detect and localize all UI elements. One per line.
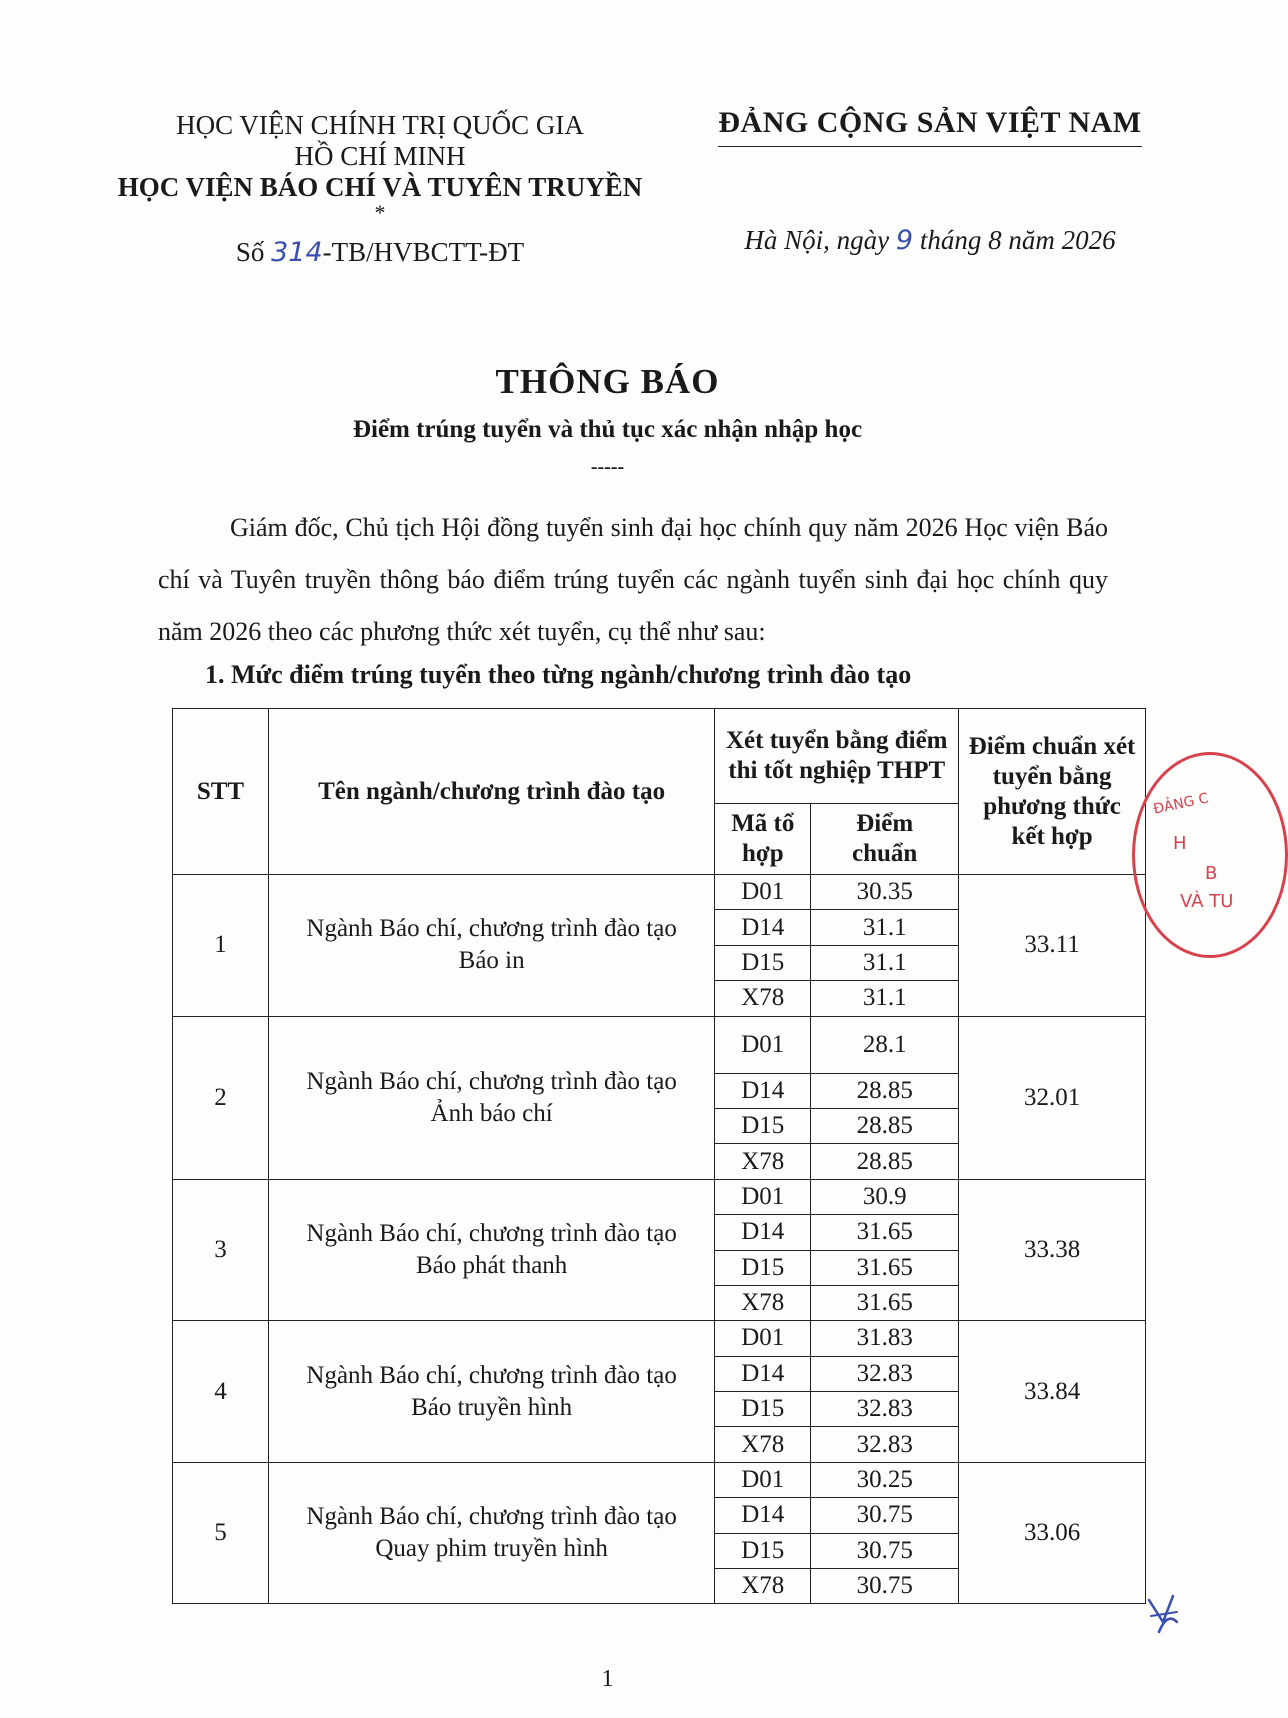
cell-cutoff-score: 30.75 (811, 1498, 959, 1533)
intro-paragraph: Giám đốc, Chủ tịch Hội đồng tuyển sinh đại học chính quy năm 2026 Học viện Báo chí và Tuyên truyền thông báo điểm trúng tuyển các ngành tuyển sinh đại học chính quy năm 2026 theo các phương thức xét tuyển, cụ thể như sau: (158, 513, 1108, 646)
issuer-line-3: HỌC VIỆN BÁO CHÍ VÀ TUYÊN TRUYỀN (117, 172, 643, 202)
seal-ring-text: ĐẢNG C (1151, 790, 1211, 818)
cell-cutoff-score: 31.65 (811, 1285, 959, 1320)
cell-stt: 4 (173, 1321, 269, 1463)
party-block (710, 106, 1150, 256)
cell-combined-score: 33.06 (959, 1462, 1146, 1604)
cell-program-name (268, 1179, 714, 1321)
cell-combo-code: X78 (715, 1569, 811, 1604)
issue-date-suffix: tháng 8 năm 2026 (913, 225, 1116, 255)
section-heading-1: 1. Mức điểm trúng tuyển theo từng ngành/chương trình đào tạo (205, 660, 912, 689)
issuer-star: * (374, 200, 386, 225)
cell-combo-code: D15 (715, 1108, 811, 1143)
header-combo-code: Mã tổ hợp (715, 804, 811, 875)
cell-combined-score: 33.84 (959, 1321, 1146, 1463)
admission-scores-table (172, 708, 1146, 1604)
cell-combo-code: D14 (715, 1073, 811, 1108)
cell-cutoff-score: 28.85 (811, 1073, 959, 1108)
program-name-line-1: Ngành Báo chí, chương trình đào tạo (306, 1361, 677, 1389)
issuer-line-1: HỌC VIỆN CHÍNH TRỊ QUỐC GIA (176, 110, 584, 140)
cell-combo-code: D01 (715, 875, 811, 910)
cell-combo-code: X78 (715, 981, 811, 1016)
table-row (173, 1321, 1146, 1356)
cell-cutoff-score: 28.85 (811, 1108, 959, 1143)
official-seal (1132, 752, 1288, 958)
cell-combo-code: X78 (715, 1285, 811, 1320)
issue-date-day: 9 (895, 225, 914, 256)
cell-combo-code: D01 (715, 1462, 811, 1497)
cell-cutoff-score: 28.85 (811, 1144, 959, 1179)
header-stt: STT (173, 709, 269, 875)
table-row (173, 1016, 1146, 1073)
cell-program-name (268, 1321, 714, 1463)
cell-cutoff-score: 30.75 (811, 1569, 959, 1604)
program-name-line-2: Báo phát thanh (415, 1252, 568, 1280)
cell-combo-code: D15 (715, 1392, 811, 1427)
title-separator: ----- (590, 456, 625, 478)
program-name-line-2: Báo truyền hình (411, 1393, 573, 1421)
cell-cutoff-score: 32.83 (811, 1356, 959, 1391)
page-number: 1 (601, 1666, 614, 1692)
document-number-prefix: Số (235, 237, 272, 267)
cell-combo-code: D01 (715, 1321, 811, 1356)
cell-combined-score: 32.01 (959, 1016, 1146, 1179)
header-thpt: Xét tuyển bằng điểm thi tốt nghiệp THPT (715, 709, 959, 804)
cell-combo-code: D15 (715, 945, 811, 980)
cell-combo-code: D15 (715, 1250, 811, 1285)
cell-cutoff-score: 31.1 (811, 945, 959, 980)
document-number-handwritten: 314 (271, 237, 323, 268)
cell-combined-score: 33.11 (959, 875, 1146, 1017)
cell-cutoff-score: 31.65 (811, 1250, 959, 1285)
cell-combo-code: X78 (715, 1427, 811, 1462)
party-underline (718, 146, 1142, 147)
cell-cutoff-score: 30.25 (811, 1462, 959, 1497)
table-row (173, 875, 1146, 910)
cell-stt: 3 (173, 1179, 269, 1321)
cell-stt: 1 (173, 875, 269, 1017)
program-name-line-1: Ngành Báo chí, chương trình đào tạo (306, 1503, 677, 1531)
issuer-block (100, 110, 660, 268)
seal-text-2: B (1205, 863, 1218, 884)
cell-cutoff-score: 30.35 (811, 875, 959, 910)
cell-cutoff-score: 31.65 (811, 1215, 959, 1250)
cell-cutoff-score: 32.83 (811, 1392, 959, 1427)
table-row (173, 1462, 1146, 1497)
header-program-name: Tên ngành/chương trình đào tạo (268, 709, 714, 875)
cell-stt: 5 (173, 1462, 269, 1604)
cell-cutoff-score: 30.9 (811, 1179, 959, 1214)
cell-combo-code: D14 (715, 1215, 811, 1250)
cell-combined-score: 33.38 (959, 1179, 1146, 1321)
table-row (173, 1179, 1146, 1214)
cell-cutoff-score: 31.1 (811, 981, 959, 1016)
program-name-line-1: Ngành Báo chí, chương trình đào tạo (306, 915, 677, 943)
program-name-line-1: Ngành Báo chí, chương trình đào tạo (306, 1220, 677, 1248)
cell-combo-code: D14 (715, 1498, 811, 1533)
issuer-line-2: HỒ CHÍ MINH (294, 141, 466, 171)
cell-combo-code: D15 (715, 1533, 811, 1568)
score-rows (173, 875, 1146, 1604)
cell-combo-code: D14 (715, 1356, 811, 1391)
issue-date-prefix: Hà Nội, ngày (744, 225, 896, 255)
cell-cutoff-score: 28.1 (811, 1016, 959, 1073)
document-number-suffix: -TB/HVBCTT-ĐT (322, 237, 525, 267)
seal-text-1: H (1173, 833, 1187, 854)
program-name-line-2: Ảnh báo chí (430, 1099, 553, 1127)
header-combined-method: Điểm chuẩn xét tuyển bằng phương thức kết hợp (959, 709, 1146, 875)
seal-text-3: VÀ TU (1180, 891, 1234, 912)
document-subtitle: Điểm trúng tuyển và thủ tục xác nhận nhập học (352, 416, 863, 443)
program-name-line-1: Ngành Báo chí, chương trình đào tạo (306, 1067, 677, 1095)
cell-stt: 2 (173, 1016, 269, 1179)
cell-program-name (268, 1016, 714, 1179)
cell-cutoff-score: 31.83 (811, 1321, 959, 1356)
program-name-line-2: Quay phim truyền hình (375, 1535, 608, 1563)
cell-combo-code: D01 (715, 1016, 811, 1073)
cell-combo-code: D01 (715, 1179, 811, 1214)
handwritten-initials (1143, 1592, 1183, 1636)
cell-program-name (268, 875, 714, 1017)
document-title: THÔNG BÁO (495, 362, 720, 401)
cell-cutoff-score: 32.83 (811, 1427, 959, 1462)
cell-program-name (268, 1462, 714, 1604)
cell-cutoff-score: 31.1 (811, 910, 959, 945)
party-name: ĐẢNG CỘNG SẢN VIỆT NAM (718, 106, 1142, 139)
cell-cutoff-score: 30.75 (811, 1533, 959, 1568)
document-number (100, 237, 660, 268)
cell-combo-code: X78 (715, 1144, 811, 1179)
program-name-line-2: Báo in (458, 947, 525, 975)
issue-date (710, 225, 1150, 256)
cell-combo-code: D14 (715, 910, 811, 945)
header-cutoff-score: Điểm chuẩn (811, 804, 959, 875)
